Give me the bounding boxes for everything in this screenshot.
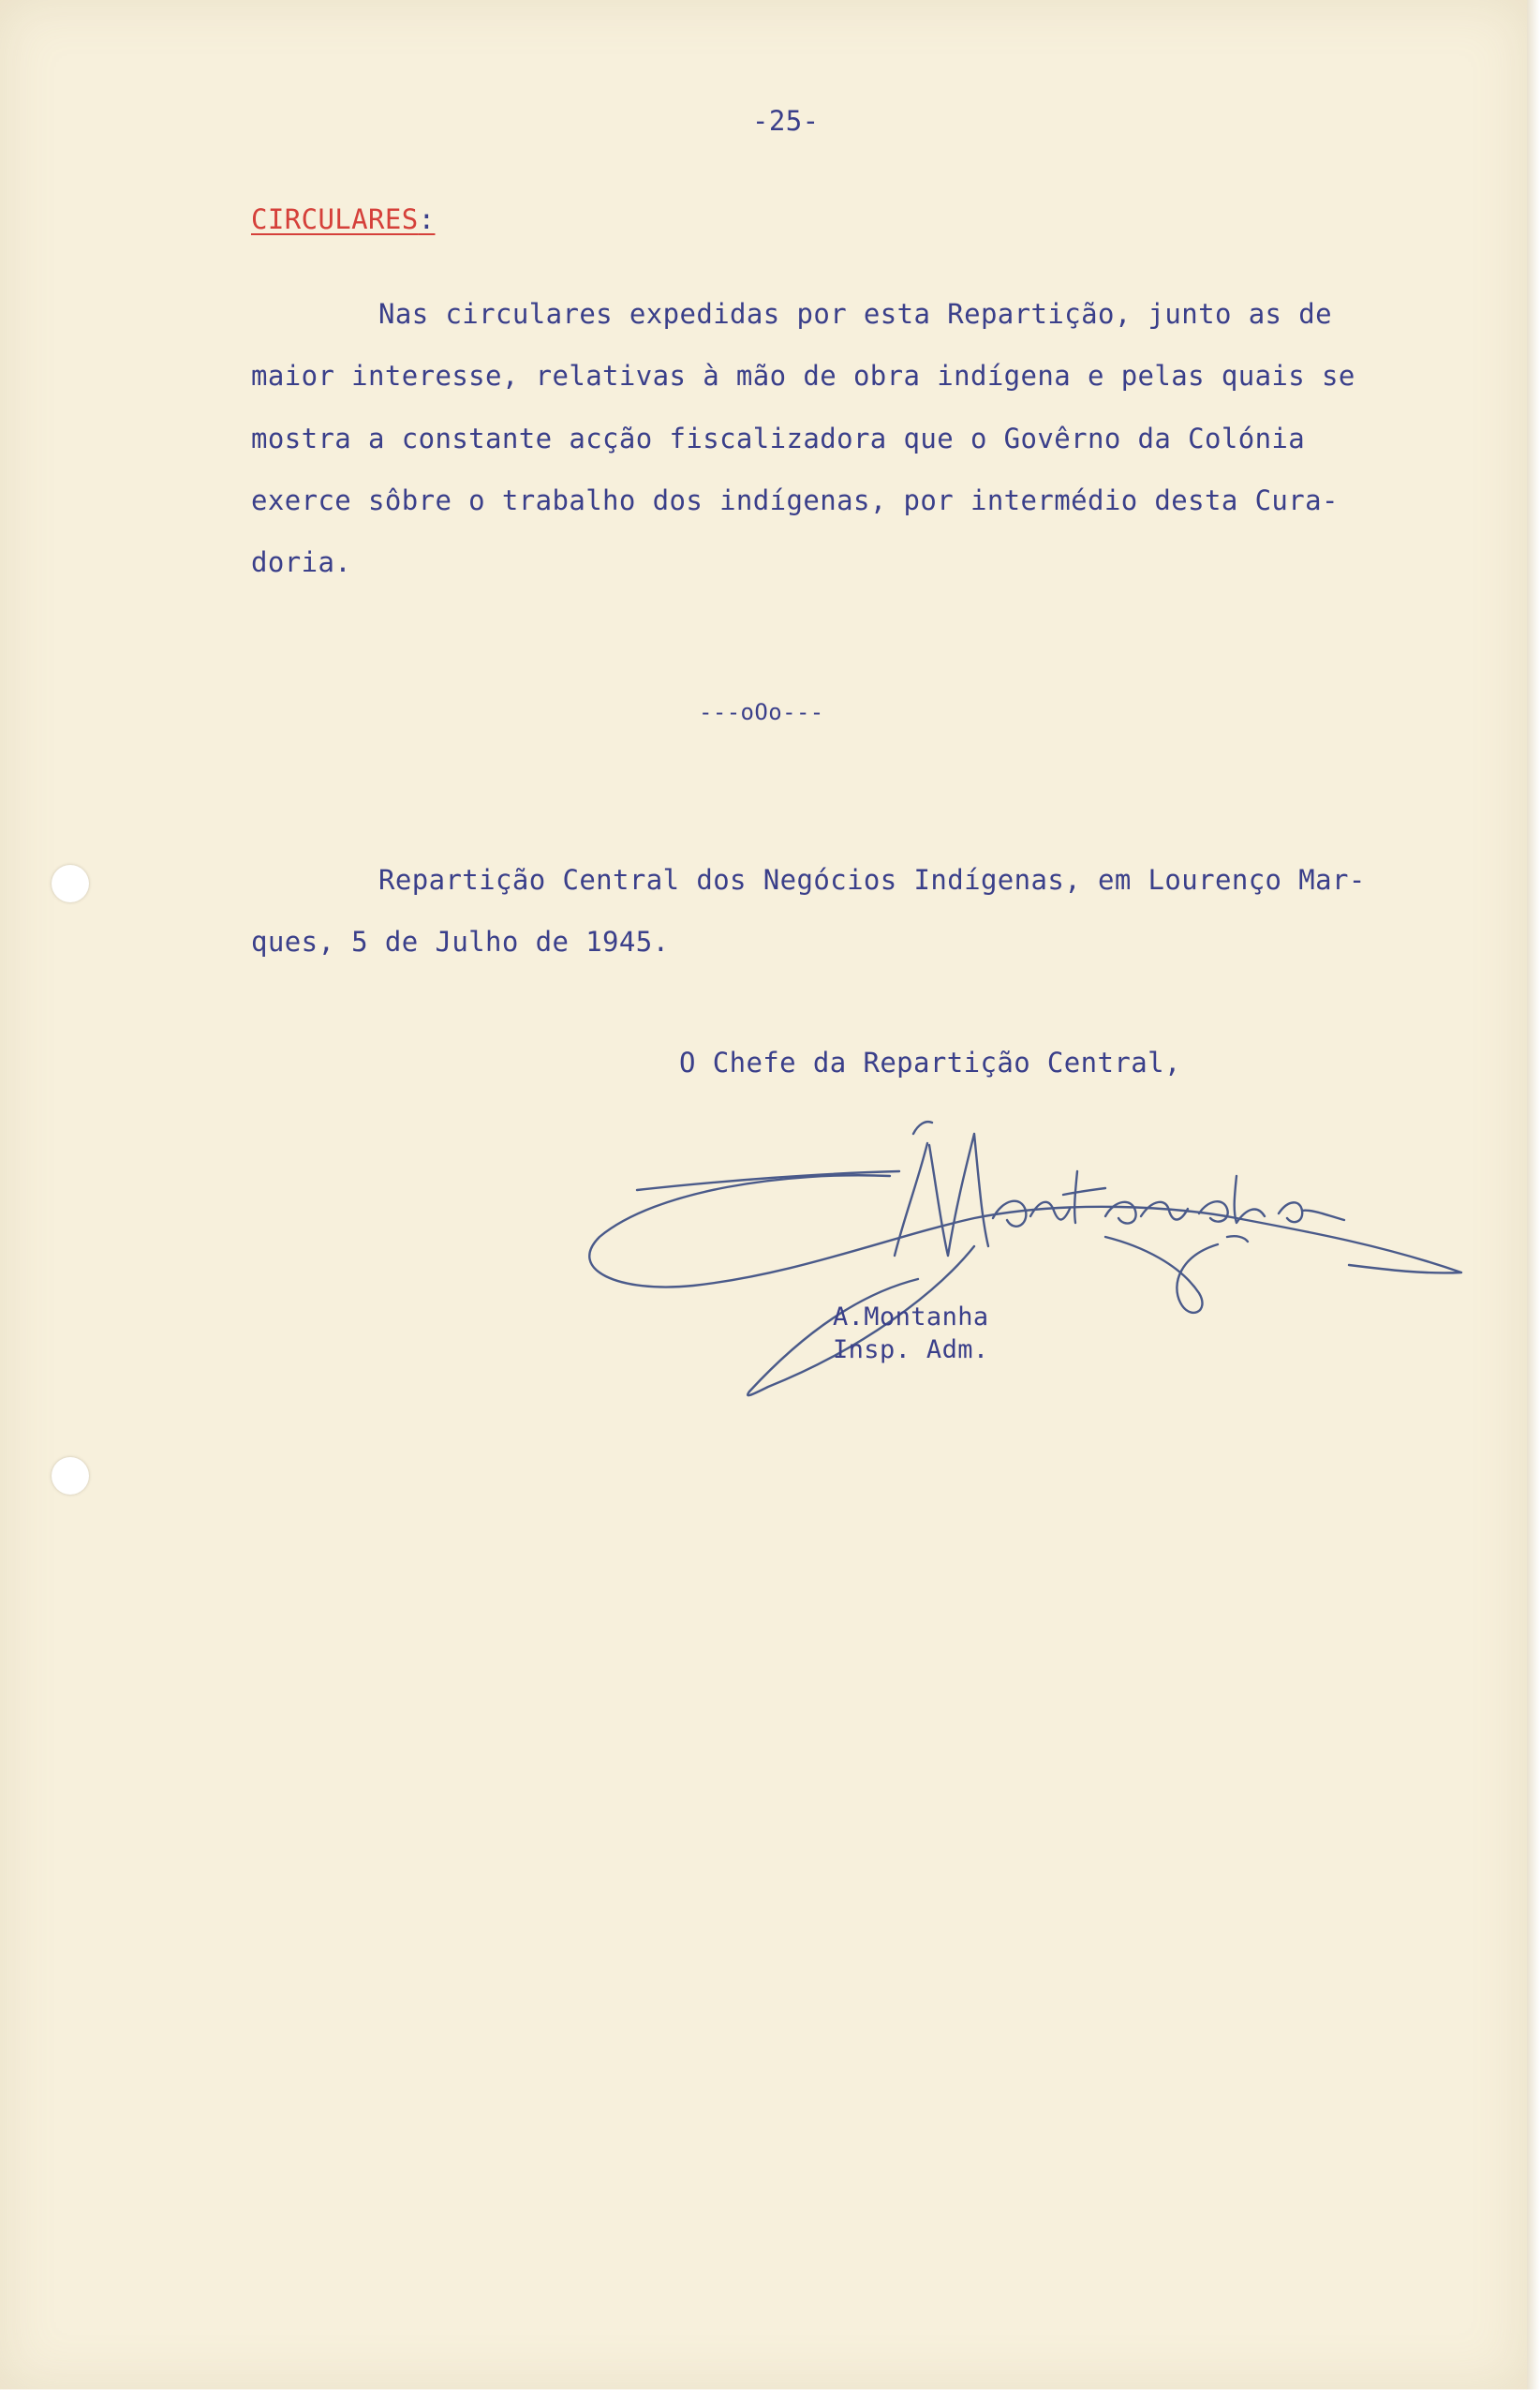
section-heading	[251, 203, 435, 235]
section-separator: ---oOo---	[699, 699, 824, 725]
handwritten-signature	[581, 1106, 1480, 1415]
scan-edge-bottom	[0, 2389, 1540, 2396]
scan-edge-right	[1527, 0, 1540, 2396]
dateline-line-1: Repartição Central dos Negócios Indígenas, em Lourenço Mar-	[378, 864, 1366, 896]
body-line-3: mostra a constante acção fiscalizadora que o Govêrno da Colónia	[251, 423, 1306, 454]
signatory-name: A.Montanha	[833, 1302, 989, 1332]
dateline-line-2: ques, 5 de Julho de 1945.	[251, 926, 670, 958]
section-heading-text: CIRCULARES	[251, 203, 419, 235]
signatory-title: Insp. Adm.	[833, 1335, 989, 1364]
body-line-2: maior interesse, relativas à mão de obra indígena e pelas quais se	[251, 360, 1355, 392]
punch-hole-bottom	[52, 1457, 89, 1495]
punch-hole-top	[52, 865, 89, 902]
body-line-5: doria.	[251, 546, 352, 578]
section-heading-colon: :	[418, 203, 436, 235]
body-line-4: exerce sôbre o trabalho dos indígenas, por intermédio desta Cura-	[251, 484, 1339, 516]
body-line-1: Nas circulares expedidas por esta Repartição, junto as de	[378, 298, 1332, 330]
closing-line: O Chefe da Repartição Central,	[679, 1047, 1181, 1079]
page-number: -25-	[752, 105, 820, 137]
